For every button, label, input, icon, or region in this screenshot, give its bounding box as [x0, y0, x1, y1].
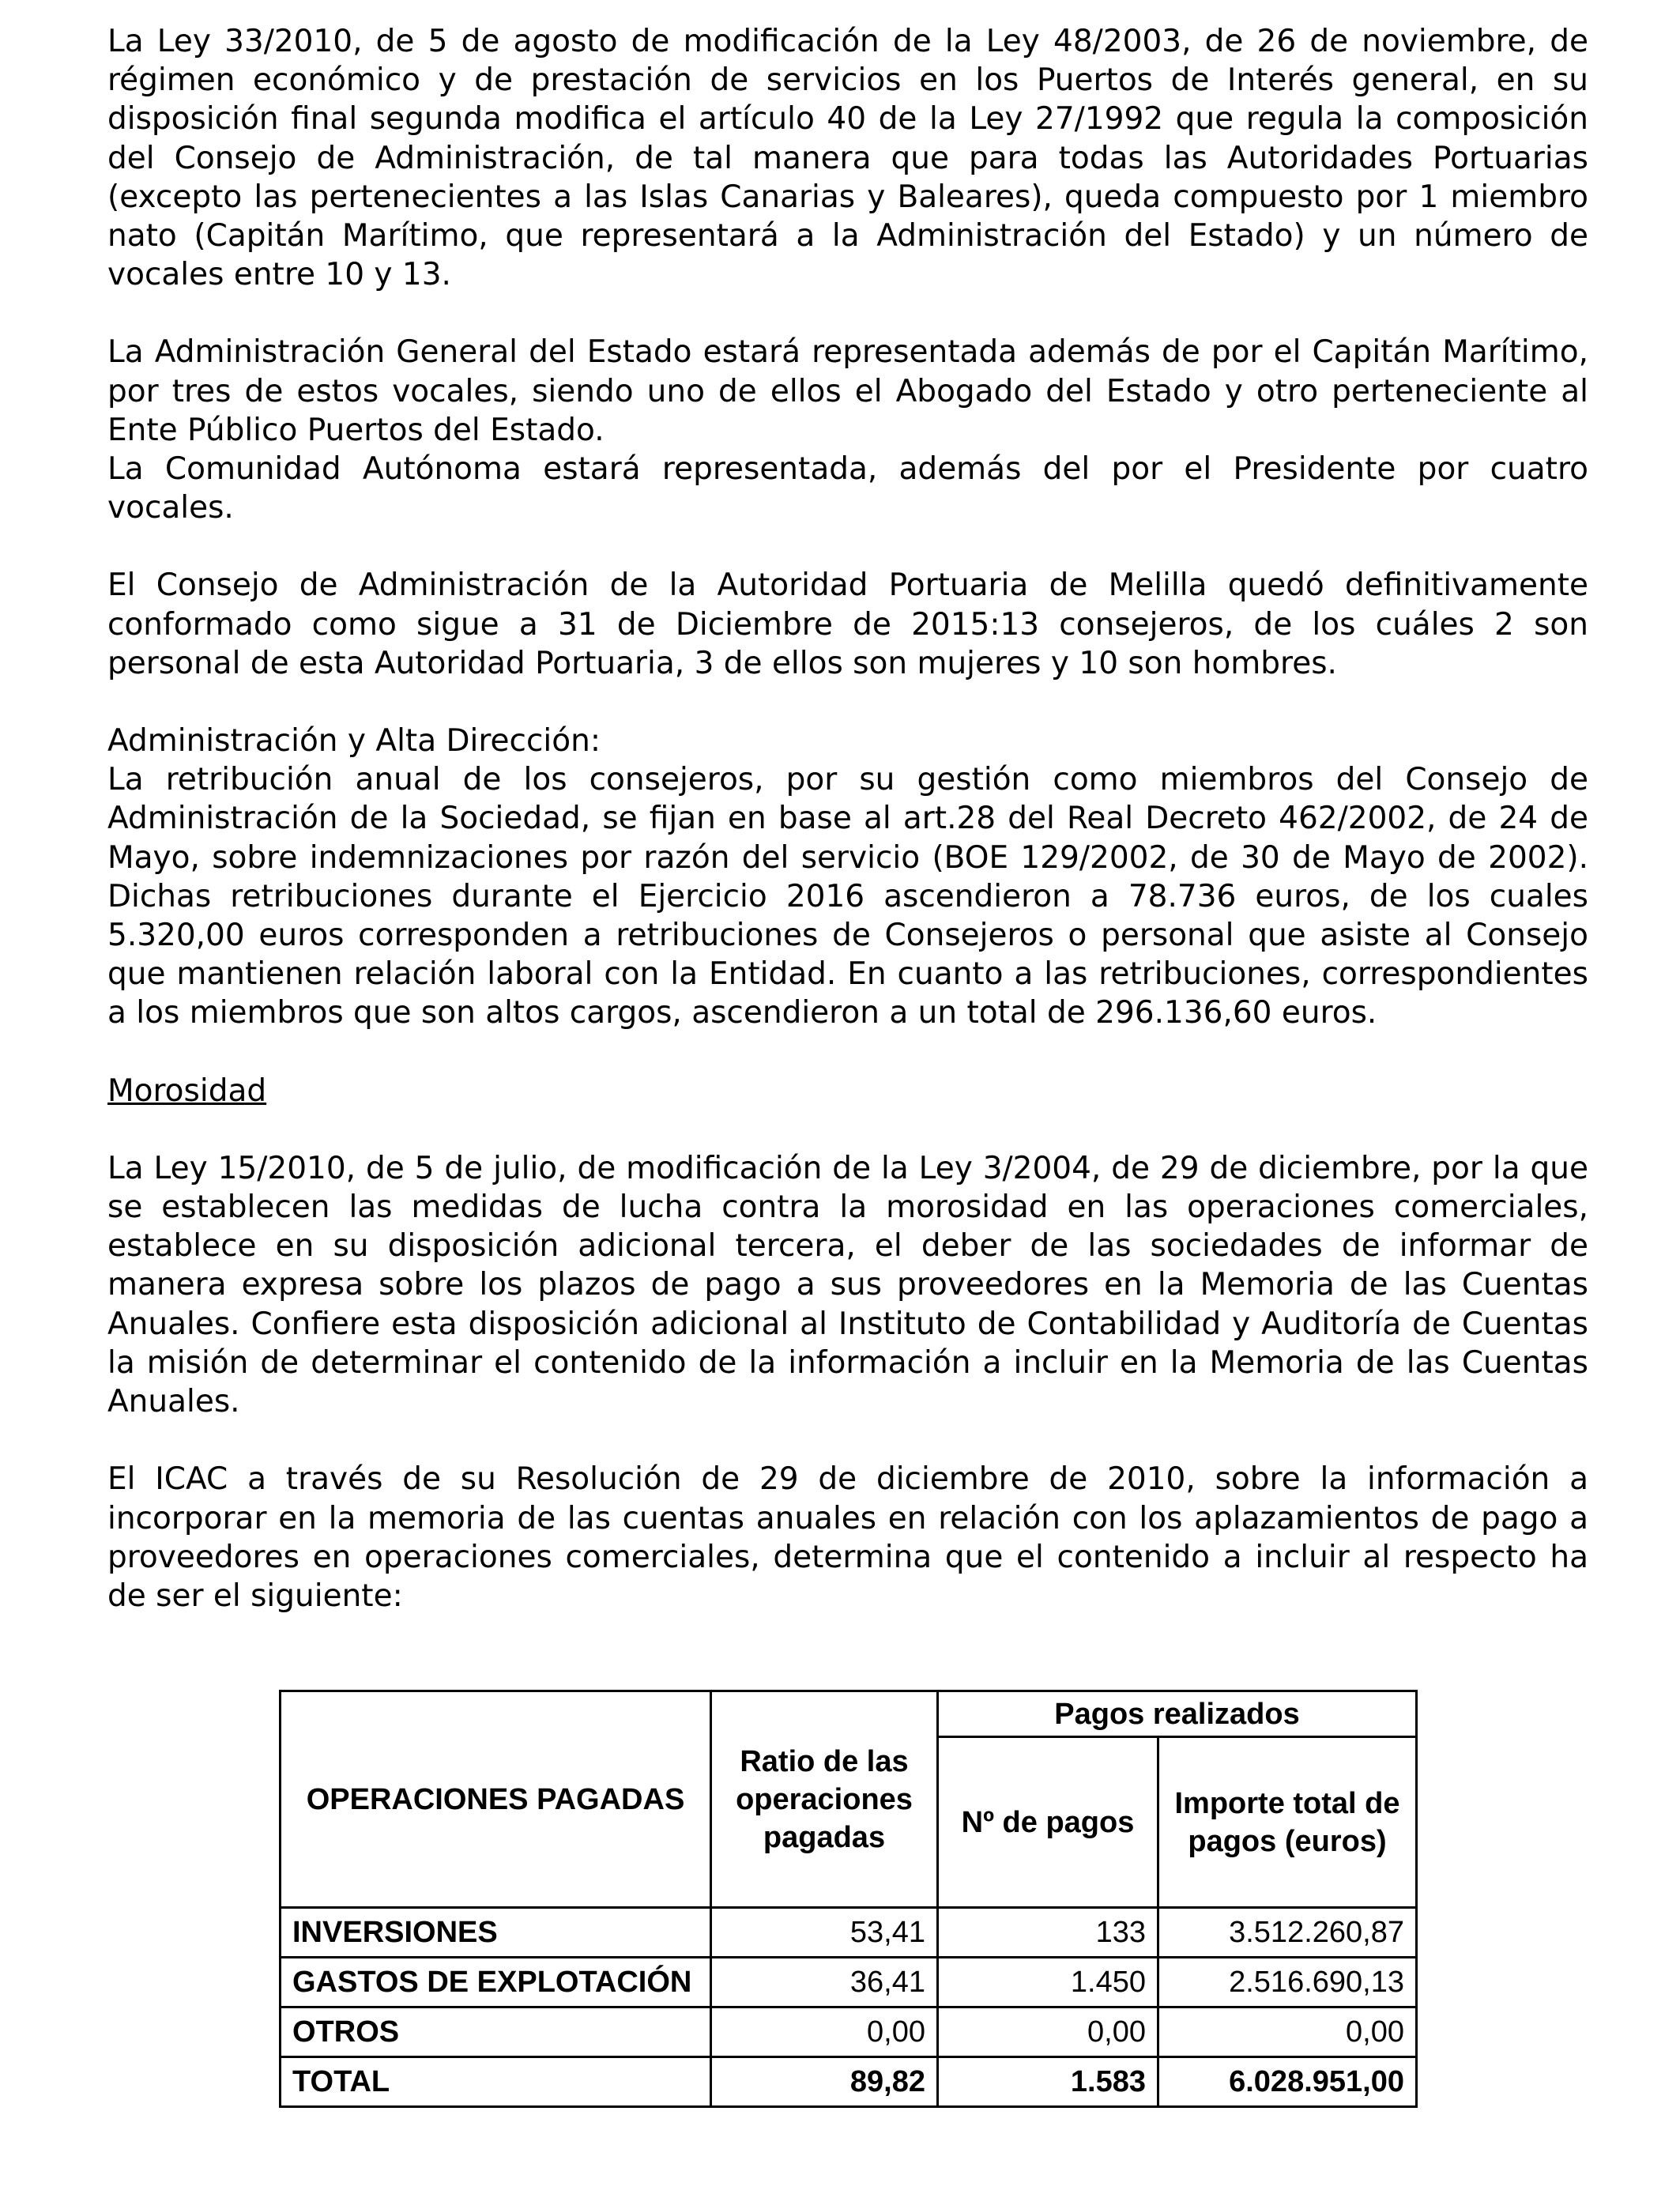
row-importe: 2.516.690,13	[1158, 1958, 1417, 2007]
row-label: OTROS	[281, 2007, 711, 2057]
row-importe: 0,00	[1158, 2007, 1417, 2057]
row-label: GASTOS DE EXPLOTACIÓN	[281, 1958, 711, 2007]
header-num-pagos: Nº de pagos	[938, 1737, 1158, 1908]
paragraph-consejo-melilla: El Consejo de Administración de la Autoridad Portuaria de Melilla quedó definitivamente conformado como sigue a 31 de Diciembre de 2015:13 consejeros, de los cuáles 2 son personal de esta Autoridad Portuaria, 3 de ellos son mujeres y 10 son hombres.	[107, 567, 1588, 681]
table-row	[281, 1958, 1417, 2007]
row-num-pagos: 0,00	[938, 2007, 1158, 2057]
total-importe: 6.028.951,00	[1158, 2057, 1417, 2107]
spacer	[107, 1033, 1588, 1072]
paragraph-retribucion: La retribución anual de los consejeros, por su gestión como miembros del Consejo de Administración de la Sociedad, se fijan en base al art.28 del Real Decreto 462/2002, de 24 de Mayo, sobre indemnizaciones por razón del servicio (BOE 129/2002, de 30 de Mayo de 2002). Dichas retribuciones durante el Ejercicio 2016 ascendieron a 78.736 euros, de los cuales 5.320,00 euros corresponden a retribuciones de Consejeros o personal que asiste al Consejo que mantienen relación laboral con la Entidad. En cuanto a las retribuciones, correspondientes a los miembros que son altos cargos, ascendieron a un total de 296.136,60 euros.	[107, 762, 1588, 1031]
header-pagos-realizados: Pagos realizados	[938, 1691, 1417, 1737]
table-row	[281, 1908, 1417, 1958]
heading-morosidad: Morosidad	[107, 1072, 267, 1109]
header-operaciones-pagadas: OPERACIONES PAGADAS	[281, 1691, 711, 1908]
row-num-pagos: 1.450	[938, 1958, 1158, 2007]
spacer	[107, 527, 1588, 566]
paragraph-comunidad-autonoma: La Comunidad Autónoma estará representada, además del por el Presidente por cuatro vocales.	[107, 451, 1588, 526]
row-importe: 3.512.260,87	[1158, 1908, 1417, 1958]
spacer	[107, 294, 1588, 333]
total-ratio: 89,82	[711, 2057, 938, 2107]
paragraph-ley-33-2010: La Ley 33/2010, de 5 de agosto de modificación de la Ley 48/2003, de 26 de noviembre, de régimen económico y de prestación de servicios en los Puertos de Interés general, en su disposición final segunda modifica el artículo 40 de la Ley 27/1992 que regula la composición del Consejo de Administración, de tal manera que para todas las Autoridades Portuarias (excepto las pertenecientes a las Islas Canarias y Baleares), queda compuesto por 1 miembro nato (Capitán Marítimo, que representará a la Administración del Estado) y un número de vocales entre 10 y 13.	[107, 24, 1588, 293]
document-body	[107, 22, 1588, 1615]
payments-table	[279, 1690, 1418, 2108]
row-ratio: 53,41	[711, 1908, 938, 1958]
row-ratio: 36,41	[711, 1958, 938, 2007]
paragraph-icac: El ICAC a través de su Resolución de 29 de diciembre de 2010, sobre la información a incorporar en la memoria de las cuentas anuales en relación con los aplazamientos de pago a proveedores en operaciones comerciales, determina que el contenido a incluir al respecto ha de ser el siguiente:	[107, 1461, 1588, 1614]
paragraph-ley-15-2010: La Ley 15/2010, de 5 de julio, de modificación de la Ley 3/2004, de 29 de diciembre, por la que se establecen las medidas de lucha contra la morosidad en las operaciones comerciales, establece en su disposición adicional tercera, el deber de las sociedades de informar de manera expresa sobre los plazos de pago a sus proveedores en la Memoria de las Cuentas Anuales. Confiere esta disposición adicional al Instituto de Contabilidad y Auditoría de Cuentas la misión de determinar el contenido de la información a incluir en la Memoria de las Cuentas Anuales.	[107, 1150, 1588, 1420]
total-row	[281, 2057, 1417, 2107]
row-label: INVERSIONES	[281, 1908, 711, 1958]
table-row	[281, 2007, 1417, 2057]
total-label: TOTAL	[281, 2057, 711, 2107]
paragraph-administracion-general: La Administración General del Estado estará representada además de por el Capitán Marítimo, por tres de estos vocales, siendo uno de ellos el Abogado del Estado y otro perteneciente al Ente Público Puertos del Estado.	[107, 334, 1588, 448]
spacer	[107, 1421, 1588, 1460]
paragraph-alta-direccion-title: Administración y Alta Dirección:	[107, 723, 601, 760]
spacer	[107, 683, 1588, 722]
row-ratio: 0,00	[711, 2007, 938, 2057]
total-num-pagos: 1.583	[938, 2057, 1158, 2107]
row-num-pagos: 133	[938, 1908, 1158, 1958]
header-importe-total: Importe total de pagos (euros)	[1158, 1737, 1417, 1908]
payments-table-wrapper	[279, 1690, 1418, 2108]
spacer	[107, 1110, 1588, 1149]
header-ratio: Ratio de las operaciones pagadas	[711, 1691, 938, 1908]
